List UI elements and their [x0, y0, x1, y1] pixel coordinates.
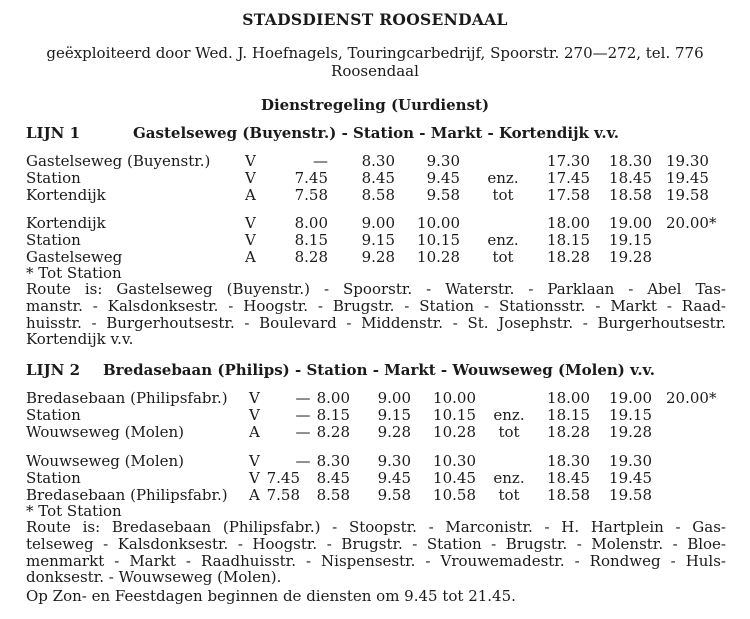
time-cell: 17.45 — [547, 169, 590, 187]
line-1-label: LIJN 1 — [26, 124, 81, 142]
route-text-line: donksestr. - Wouwseweg (Molen). — [26, 568, 282, 587]
stop-name: Bredasebaan (Philipsfabr.) — [26, 486, 228, 504]
table-row — [0, 406, 750, 423]
time-cell: 10.58 — [433, 486, 476, 504]
time-cell: 18.30 — [609, 152, 652, 170]
time-cell: 19.45 — [609, 469, 652, 487]
stop-name: Station — [26, 231, 81, 249]
time-cell: 18.15 — [547, 231, 590, 249]
time-cell: 7.45 — [266, 469, 300, 487]
line-1-footnote: * Tot Station — [26, 264, 122, 282]
time-cell: — — [295, 389, 311, 407]
stop-name: Wouwseweg (Molen) — [26, 452, 185, 470]
table-row — [0, 231, 750, 248]
time-cell: 18.58 — [547, 486, 590, 504]
route-text-line: Route is: Gastelseweg (Buyenstr.) - Spoorstr. - Waterstr. - Parklaan - Abel Tas- — [26, 280, 726, 298]
time-cell: 19.15 — [609, 406, 652, 424]
time-cell: 19.15 — [609, 231, 652, 249]
time-cell: 19.30 — [666, 152, 709, 170]
time-cell: — — [295, 423, 311, 441]
time-cell: 9.00 — [361, 214, 395, 232]
arrival-departure: A — [249, 423, 260, 441]
table-row — [0, 169, 750, 186]
arrival-departure: A — [249, 486, 260, 504]
time-cell: 10.28 — [433, 423, 476, 441]
table-row — [0, 469, 750, 486]
time-cell: 9.15 — [377, 406, 411, 424]
time-cell: 18.28 — [547, 248, 590, 266]
arrival-departure: V — [249, 389, 260, 407]
arrival-departure: V — [245, 169, 256, 187]
operator-city: Roosendaal — [331, 62, 419, 80]
time-cell: 10.00 — [417, 214, 460, 232]
arrival-departure: A — [245, 186, 256, 204]
time-cell: 18.00 — [547, 389, 590, 407]
arrival-departure: A — [245, 248, 256, 266]
line-2-route-title: Bredasebaan (Philips) - Station - Markt - Wouwseweg (Molen) v.v. — [103, 361, 655, 379]
stop-name: Gastelseweg (Buyenstr.) — [26, 152, 211, 170]
stop-name: Wouwseweg (Molen) — [26, 423, 185, 441]
time-cell: 9.58 — [426, 186, 460, 204]
route-text-line: Kortendijk v.v. — [26, 330, 134, 349]
time-cell: 17.30 — [547, 152, 590, 170]
time-cell: — — [295, 452, 311, 470]
separator-word: tot — [492, 186, 514, 204]
time-cell: 18.45 — [609, 169, 652, 187]
line-1-route-description — [26, 281, 726, 348]
table-row — [0, 248, 750, 265]
time-cell: 7.58 — [294, 186, 328, 204]
time-cell: 19.28 — [609, 423, 652, 441]
time-cell: 9.15 — [361, 231, 395, 249]
page-title: STADSDIENST ROOSENDAAL — [242, 10, 508, 29]
route-text-line: Route is: Bredasebaan (Philipsfabr.) - Stoopstr. - Marconistr. - H. Hartplein - Gas- — [26, 518, 726, 536]
time-cell: 19.28 — [609, 248, 652, 266]
time-cell: 19.45 — [666, 169, 709, 187]
time-cell: 10.28 — [417, 248, 460, 266]
time-cell: 18.58 — [609, 186, 652, 204]
table-row — [0, 389, 750, 406]
time-cell: 8.15 — [316, 406, 350, 424]
table-row — [0, 486, 750, 503]
stop-name: Bredasebaan (Philipsfabr.) — [26, 389, 228, 407]
stop-name: Station — [26, 169, 81, 187]
time-cell: 8.30 — [361, 152, 395, 170]
arrival-departure: V — [245, 214, 256, 232]
arrival-departure: V — [249, 469, 260, 487]
time-cell: 20.00* — [666, 214, 717, 232]
table-row — [0, 452, 750, 469]
time-cell: 19.30 — [609, 452, 652, 470]
stop-name: Kortendijk — [26, 186, 106, 204]
table-row — [0, 186, 750, 203]
time-cell: 10.45 — [433, 469, 476, 487]
separator-word: tot — [498, 486, 520, 504]
time-cell: 9.45 — [377, 469, 411, 487]
time-cell: — — [295, 406, 311, 424]
separator-word: tot — [498, 423, 520, 441]
time-cell: 18.45 — [547, 469, 590, 487]
operator-line: geëxploiteerd door Wed. J. Hoefnagels, Touringcarbedrijf, Spoorstr. 270—272, tel. 776 — [46, 44, 704, 62]
line-2-label: LIJN 2 — [26, 361, 81, 379]
arrival-departure: V — [245, 152, 256, 170]
time-cell: 10.00 — [433, 389, 476, 407]
time-cell: 8.45 — [316, 469, 350, 487]
separator-word: enz. — [487, 231, 519, 249]
time-cell: 8.28 — [294, 248, 328, 266]
table-row — [0, 423, 750, 440]
table-row — [0, 152, 750, 169]
time-cell: 9.28 — [361, 248, 395, 266]
stop-name: Station — [26, 406, 81, 424]
time-cell: 17.58 — [547, 186, 590, 204]
separator-word: tot — [492, 248, 514, 266]
time-cell: 19.00 — [609, 214, 652, 232]
arrival-departure: V — [245, 231, 256, 249]
time-cell: 18.15 — [547, 406, 590, 424]
arrival-departure: V — [249, 452, 260, 470]
schedule-title: Dienstregeling (Uurdienst) — [260, 96, 490, 114]
time-cell: 9.00 — [377, 389, 411, 407]
time-cell: 19.00 — [609, 389, 652, 407]
time-cell: 8.00 — [294, 214, 328, 232]
table-row — [0, 214, 750, 231]
stop-name: Kortendijk — [26, 214, 106, 232]
time-cell: 9.45 — [426, 169, 460, 187]
time-cell: 10.30 — [433, 452, 476, 470]
line-1-route-title: Gastelseweg (Buyenstr.) - Station - Markt - Kortendijk v.v. — [133, 124, 620, 142]
time-cell: 10.15 — [433, 406, 476, 424]
time-cell: 7.58 — [266, 486, 300, 504]
time-cell: 8.15 — [294, 231, 328, 249]
line-2-route-description — [26, 519, 726, 586]
time-cell: 8.28 — [316, 423, 350, 441]
route-text-line: huisstr. - Burgerhoutsestr. - Boulevard - Middenstr. - St. Josephstr. - Burgerhoutsestr. — [26, 313, 726, 332]
route-text-line: telseweg - Kalsdonksestr. - Hoogstr. - Brugstr. - Station - Brugstr. - Molenstr. - Bloe- — [26, 534, 726, 553]
route-text-line: manstr. - Kalsdonksestr. - Hoogstr. - Brugstr. - Station - Stationsstr. - Markt - Raad- — [26, 296, 726, 315]
separator-word: enz. — [493, 406, 525, 424]
time-cell: 18.30 — [547, 452, 590, 470]
time-cell: 9.30 — [426, 152, 460, 170]
time-cell: 18.00 — [547, 214, 590, 232]
time-cell: 8.58 — [316, 486, 350, 504]
stop-name: Station — [26, 469, 81, 487]
route-text-line: menmarkt - Markt - Raadhuisstr. - Nispensestr. - Vrouwemadestr. - Rondweg - Huls- — [26, 551, 726, 570]
time-cell: 9.30 — [377, 452, 411, 470]
time-cell: 19.58 — [609, 486, 652, 504]
time-cell: 20.00* — [666, 389, 717, 407]
holiday-notice: Op Zon- en Feestdagen beginnen de diensten om 9.45 tot 21.45. — [26, 587, 516, 605]
time-cell: 7.45 — [294, 169, 328, 187]
time-cell: 9.58 — [377, 486, 411, 504]
separator-word: enz. — [493, 469, 525, 487]
time-cell: 10.15 — [417, 231, 460, 249]
time-cell: 8.00 — [316, 389, 350, 407]
time-cell: 9.28 — [377, 423, 411, 441]
time-cell: 19.58 — [666, 186, 709, 204]
time-cell: — — [313, 152, 328, 170]
stop-name: Gastelseweg — [26, 248, 123, 266]
line-2-footnote: * Tot Station — [26, 502, 122, 520]
separator-word: enz. — [487, 169, 519, 187]
time-cell: 18.28 — [547, 423, 590, 441]
time-cell: 8.58 — [361, 186, 395, 204]
time-cell: 8.30 — [316, 452, 350, 470]
arrival-departure: V — [249, 406, 260, 424]
time-cell: 8.45 — [361, 169, 395, 187]
